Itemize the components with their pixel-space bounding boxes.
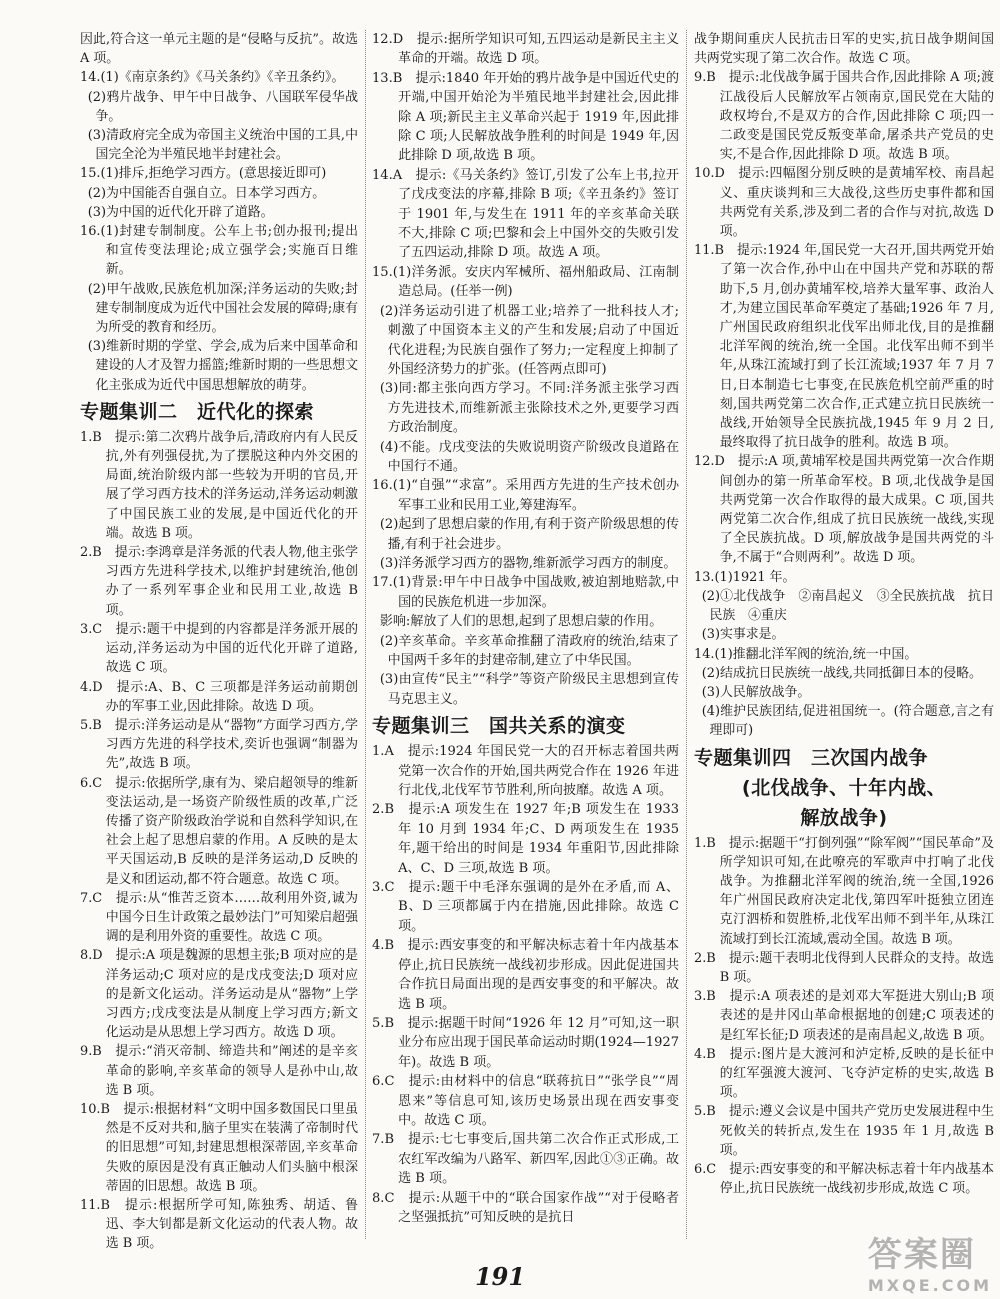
answer-continuation: 因此,符合这一单元主题的是“侵略与反抗”。故选 A 项。 — [80, 32, 358, 67]
answer-subpart: (2)洋务运动引进了机器工业;培养了一批科技人才;刺激了中国资本主义的产生和发展;启动了中国近代化进程;为民族自强作了努力;一定程度上抑制了外国经济势力的扩张。(任答两点即可) — [379, 303, 679, 377]
answer-item: 3.B 提示:A 项表述的是刘邓大军挺进大别山;B 项表述的是井冈山革命根据地的创建;C 项表述的是红军长征;D 项表述的是南昌起义,故选 B 项。 — [694, 989, 994, 1043]
answer-item: 9.B 提示:“消灭帝制、缔造共和”阐述的是辛亥革命的影响,辛亥革命的领导人是孙中山,故选 B 项。 — [80, 1044, 358, 1098]
answer-item: 8.C 提示:从题干中的“联合国家作战”“对于侵略者之坚强抵抗”可知反映的是抗日 — [372, 1190, 679, 1225]
answer-item: 5.B 提示:遵义会议是中国共产党历史发展进程中生死攸关的转折点,发生在 1935 年 1 月,故选 B 项。 — [694, 1104, 994, 1158]
answer-subpart: (2)辛亥革命。辛亥革命推翻了清政府的统治,结束了中国两千多年的封建帝制,建立了中华民国。 — [379, 633, 679, 668]
answer-item: 4.B 提示:图片是大渡河和泸定桥,反映的是长征中的红军强渡大渡河、飞夺泸定桥的史实,故选 B 项。 — [694, 1046, 994, 1101]
answer-item: 6.C 提示:依据所学,康有为、梁启超领导的维新变法运动,是一场资产阶级性质的改革,广泛传播了资产阶级政治学说和自然科学知识,在社会上起了思想启蒙的作用。A 反映的是太平天国运动,B 反映的是洋务运动,D 反映的是义和团运动,都不符合题意。故选 C 项。 — [80, 775, 358, 887]
column-middle — [372, 30, 679, 1259]
answer-item: 2.B 提示:李鸿章是洋务派的代表人物,他主张学习西方先进科学技术,以维护封建统治,他创办了一系列军事企业和民用工业,故选 B 项。 — [80, 545, 358, 618]
answer-subpart: (2)鸦片战争、甲午中日战争、八国联军侵华战争。 — [87, 89, 358, 124]
watermark-url: MXQE.COM — [867, 1276, 992, 1295]
answer-item: 11.B 提示:根据所学可知,陈独秀、胡适、鲁迅、李大钊都是新文化运动的代表人物。故选 B 项。 — [80, 1197, 358, 1252]
column-left — [80, 30, 358, 1259]
answer-item: 16.(1)封建专制制度。公车上书;创办报刊;提出和宣传变法理论;成立强学会;实施百日维新。 — [80, 224, 358, 278]
answer-item: 9.B 提示:北伐战争属于国共合作,因此排除 A 项;渡江战役后人民解放军占领南京,国民党在大陆的政权垮台,不是双方的合作,因此排除 C 项;四一二政变是国民党反叛变革命,屠杀共产党员的史实,不是合作,因此排除 D 项。故选 B 项。 — [694, 70, 994, 163]
answer-item: 7.C 提示:从“惟苦乏资本……故利用外资,诚为中国今日生计政策之最妙法门”可知梁启超强调的是利用外资的重要性。故选 C 项。 — [80, 890, 358, 945]
answer-item: 12.D 提示:据所学知识可知,五四运动是新民主主义革命的开端。故选 D 项。 — [372, 32, 679, 67]
answer-subpart: (3)为中国的近代化开辟了道路。 — [87, 204, 274, 220]
column-right — [694, 30, 994, 1259]
answer-item: 14.A 提示:《马关条约》签订,引发了公车上书,拉开了戊戌变法的序幕,排除 B 项;《辛丑条约》签订于 1901 年,与发生在 1911 年的辛亥革命关联不大,排除 C 项;巴黎和会上中国外交的失败引发了五四运动,排除 D 项。故选 A 项。 — [372, 167, 679, 261]
answer-item: 5.B 提示:据题干时间“1926 年 12 月”可知,这一职业分布应出现于国民革命运动时期(1924—1927 年)。故选 B 项。 — [372, 1015, 679, 1070]
answer-item: 4.B 提示:西安事变的和平解决标志着十年内战基本停止,抗日民族统一战线初步形成。因此促进国共合作抗日局面出现的是西安事变的和平解决。故选 B 项。 — [372, 938, 679, 1012]
answer-item: 3.C 提示:题干中毛泽东强调的是外在矛盾,而 A、B、D 三项都属于内在措施,因此排除。故选 C 项。 — [372, 880, 679, 934]
column-divider — [686, 30, 687, 1239]
answer-subpart: (2)甲午战败,民族危机加深;洋务运动的失败;封建专制制度成为近代中国社会发展的障碍;康有为所受的教育和经历。 — [87, 281, 358, 336]
answer-item: 2.B 提示:题干表明北伐得到人民群众的支持。故选 B 项。 — [694, 950, 994, 985]
answer-item: 13.(1)1921 年。 — [694, 569, 796, 585]
answer-item: 6.C 提示:由材料中的信息“联蒋抗日”“张学良”“周恩来”等信息可知,该历史场景出现在西安事变中。故选 C 项。 — [372, 1074, 679, 1128]
answer-subpart: (2)为中国能否自强自立。日本学习西方。 — [87, 185, 326, 201]
watermark-text: 答案圈 — [867, 1235, 976, 1275]
answer-subpart: (3)实事求是。 — [701, 627, 785, 643]
answer-subpart: (4)维护民族团结,促进祖国统一。(符合题意,言之有理即可) — [701, 704, 994, 739]
section-heading: 解放战争) — [800, 806, 888, 829]
answer-item: 12.D 提示:A 项,黄埔军校是国共两党第一次合作期间创办的第一所革命军校。B 项,北伐战争是国共两党第一次合作取得的最大成果。C 项,国共两党第二次合作,组成了抗日民族统一战线,实现了全民族抗战。D 项,解放战争是国共两党的斗争,不属于“合则两利”。故选 D 项。 — [694, 454, 994, 566]
section-heading: (北伐战争、十年内战、 — [741, 776, 947, 799]
answer-subpart: (2)起到了思想启蒙的作用,有利于资产阶级思想的传播,有利于社会进步。 — [379, 517, 679, 552]
answer-item: 10.D 提示:四幅图分别反映的是黄埔军校、南昌起义、重庆谈判和三大战役,这些历史事件都和国共两党有关系,涉及到二者的合作与对抗,故选 D 项。 — [694, 166, 994, 240]
answer-item: 1.B 提示:据题干“打倒列强”“除军阀”“国民革命”及所学知识可知,在此嘹亮的军歌声中打响了北伐战争。为推翻北洋军阀的统治,统一全国,1926 年广州国民政府决定北伐,第四军叶挺独立团连克汀泗桥和贺胜桥,北伐军出师不到半年,从珠江流域打到长江流域,震动全国。故选 B 项。 — [694, 835, 994, 947]
answer-subpart: (3)洋务派学习西方的器物,维新派学习西方的制度。 — [379, 555, 677, 571]
answer-item: 15.(1)排斥,拒绝学习西方。(意思接近即可) — [80, 166, 327, 182]
answer-subpart: (3)人民解放战争。 — [701, 684, 811, 700]
answer-item: 11.B 提示:1924 年,国民党一大召开,国共两党开始了第一次合作,孙中山在中国共产党和苏联的帮助下,5 月,创办黄埔军校,培养大量军事、政治人才,为建立国民革命军奠定了基础;1926 年 7 月,广州国民政府组织北伐军出师北伐,目的是推翻北洋军阀的统治,统一全国。北伐军出师不到半年,从珠江流域打到了长江流域;1937 年 7 月 7 日,日本制造七七事变,在民族危机空前严重的时刻,国共两党第二次合作,正式建立抗日民族统一战线,开始领导全民族抗战,1945 年 9 月 2 日,最终取得了抗日战争的胜利。故选 B 项。 — [694, 243, 994, 451]
answer-subpart: (2)①北伐战争 ②南昌起义 ③全民族抗战 抗日民族 ④重庆 — [701, 588, 994, 624]
answer-item: 1.B 提示:第二次鸦片战争后,清政府内有人民反抗,外有列强侵扰,为了摆脱这种内外交困的局面,统治阶级内部一些较为开明的官员,开展了学习西方技术的洋务运动,洋务运动刺激了中国民族工业的发展,是中国近代化的开端。故选 B 项。 — [80, 429, 358, 541]
answer-subpart: (4)不能。戊戌变法的失败说明资产阶级改良道路在中国行不通。 — [379, 439, 679, 474]
answer-item: 2.B 提示:A 项发生在 1927 年;B 项发生在 1933 年 10 月到 1934 年;C、D 两项发生在 1935 年,题干给出的时间是 1934 年重阳节,因此排除 A、C、D 三项,故选 B 项。 — [372, 802, 679, 876]
column-divider — [365, 30, 366, 1239]
answer-item: 14.(1)《南京条约》《马关条约》《辛丑条约》。 — [80, 70, 345, 86]
answer-item: 14.(1)推翻北洋军阀的统治,统一中国。 — [694, 646, 918, 662]
answer-item: 17.(1)背景:甲午中日战争中国战败,被迫割地赔款,中国的民族危机进一步加深。 — [372, 575, 679, 610]
answer-item: 10.B 提示:根据材料“文明中国多数国民口里虽然是不反对共和,脑子里实在装满了帝制时代的旧思想”可知,封建思想根深蒂固,辛亥革命失败的原因是没有真正触动人们头脑中根深蒂固的旧思想。故选 B 项。 — [80, 1101, 358, 1194]
answer-item: 4.D 提示:A、B、C 三项都是洋务运动前期创办的军事工业,因此排除。故选 D 项。 — [80, 679, 358, 714]
section-heading: 专题集训二 近代化的探索 — [80, 400, 315, 423]
answer-item: 5.B 提示:洋务运动是从“器物”方面学习西方,学习西方先进的科学技术,奕䜣也强调“制器为先”,故选 B 项。 — [80, 717, 358, 772]
watermark-logo — [868, 1227, 992, 1295]
answer-item: 13.B 提示:1840 年开始的鸦片战争是中国近代史的开端,中国开始沦为半殖民地半封建社会,因此排除 A 项;新民主主义革命兴起于 1919 年,因此排除 C 项;人民解放战争胜利的时间是 1949 年,因此排除 D 项,故选 B 项。 — [372, 70, 679, 164]
page-number: 191 — [474, 1262, 526, 1291]
section-heading: 专题集训三 国共关系的演变 — [372, 715, 626, 738]
answer-item: 8.D 提示:A 项是魏源的思想主张;B 项对应的是洋务运动;C 项对应的是戊戌变法;D 项对应的是新文化运动。洋务运动是从“器物”上学习西方;戊戌变法是从制度上学习西方;新文化运动是从思想上学习西方。故选 D 项。 — [80, 948, 358, 1041]
answer-item: 6.C 提示:西安事变的和平解决标志着十年内战基本停止,抗日民族统一战线初步形成,故选 C 项。 — [694, 1161, 994, 1197]
answer-subpart: (2)结成抗日民族统一战线,共同抵御日本的侵略。 — [701, 665, 982, 681]
answer-subpart: (3)同:都主张向西方学习。不同:洋务派主张学习西方先进技术,而维新派主张除技术之外,更要学习西方政治制度。 — [379, 381, 679, 436]
section-heading: 专题集训四 三次国内战争 — [694, 746, 929, 769]
answer-item: 1.A 提示:1924 年国民党一大的召开标志着国共两党第一次合作的开始,国共两党合作在 1926 年进行北伐,北伐军节节胜利,所向披靡。故选 A 项。 — [372, 744, 679, 799]
answer-item: 15.(1)洋务派。安庆内军械所、福州船政局、江南制造总局。(任举一例) — [372, 264, 679, 300]
answer-item: 16.(1)“自强”“求富”。采用西方先进的生产技术创办军事工业和民用工业,筹建海军。 — [372, 478, 679, 513]
answer-item: 3.C 提示:题干中提到的内容都是洋务派开展的运动,洋务运动为中国的近代化开辟了道路,故选 C 项。 — [80, 621, 358, 676]
answer-subpart: 影响:解放了人们的思想,起到了思想启蒙的作用。 — [379, 614, 663, 630]
answer-continuation: 战争期间重庆人民抗击日军的史实,抗日战争期间国共两党实现了第二次合作。故选 C 项。 — [694, 32, 994, 67]
answer-item: 7.B 提示:七七事变后,国共第二次合作正式形成,工农红军改编为八路军、新四军,因此①③正确。故选 B 项。 — [372, 1132, 679, 1187]
answer-subpart: (3)清政府完全成为帝国主义统治中国的工具,中国完全沦为半殖民地半封建社会。 — [87, 128, 358, 163]
answer-subpart: (3)由宣传“民主”“科学”等资产阶级民主思想到宣传马克思主义。 — [379, 672, 679, 707]
answer-subpart: (3)维新时期的学堂、学会,成为后来中国革命和建设的人才及智力摇篮;维新时期的一些思想文化主张成为近代中国思想解放的萌芽。 — [87, 339, 358, 393]
